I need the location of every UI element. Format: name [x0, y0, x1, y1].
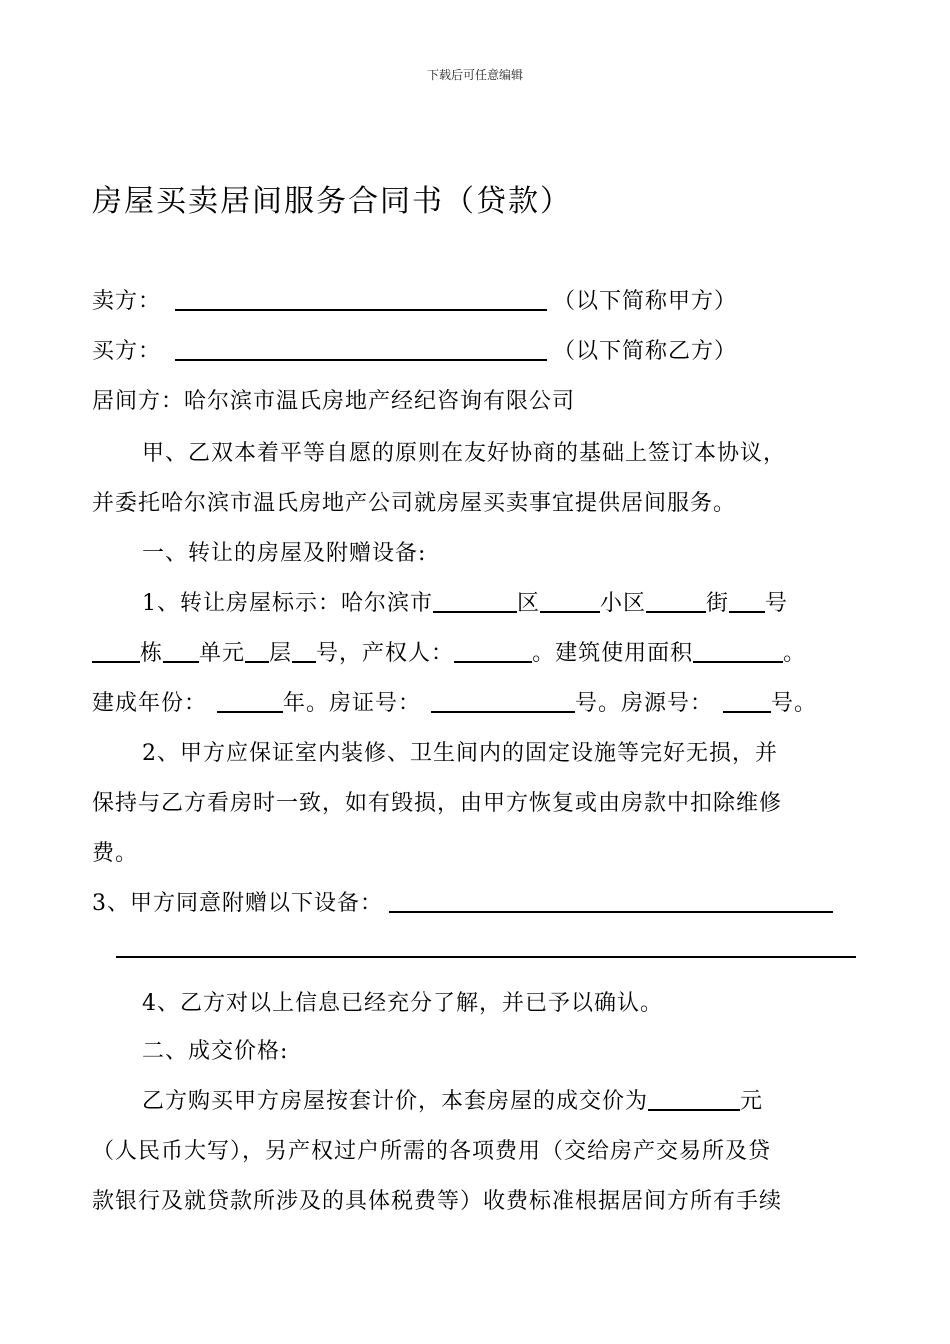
item3-label: 3、甲方同意附赠以下设备： — [92, 891, 383, 916]
item2-line-3: 费。 — [92, 841, 139, 866]
certificate-blank[interactable] — [431, 688, 575, 713]
owner-blank[interactable] — [454, 638, 532, 663]
buyer-blank[interactable] — [175, 336, 547, 361]
room-blank[interactable] — [292, 638, 316, 663]
seller-line — [92, 284, 737, 315]
area-blank[interactable] — [693, 638, 783, 663]
price-blank[interactable] — [648, 1086, 740, 1111]
unit-label: 单元 — [199, 641, 246, 666]
area-label: 。建筑使用面积 — [532, 641, 694, 666]
price-text: 乙方购买甲方房屋按套计价，本套房屋的成交价为 — [142, 1089, 649, 1114]
intro-line-1: 甲、乙双本着平等自愿的原则在友好协商的基础上签订本协议， — [142, 441, 787, 466]
seller-label: 卖方： — [92, 289, 162, 314]
price-line-1 — [142, 1084, 763, 1115]
listing-blank[interactable] — [723, 688, 771, 713]
document-title: 房屋买卖居间服务合同书（贷款） — [92, 184, 572, 219]
header-note: 下载后可任意编辑 — [426, 68, 523, 82]
building-blank[interactable] — [92, 638, 140, 663]
property-line-2 — [92, 636, 806, 667]
build-year-blank[interactable] — [217, 688, 283, 713]
property-line-1 — [142, 586, 788, 617]
listing-label: 号。房源号： — [575, 691, 714, 716]
item2-line-1: 2、甲方应保证室内装修、卫生间内的固定设施等完好无损，并 — [142, 741, 778, 766]
community-label: 小区 — [600, 591, 647, 616]
certificate-label: 年。房证号： — [283, 691, 422, 716]
seller-suffix: （以下简称甲方） — [553, 289, 738, 314]
unit-blank[interactable] — [163, 638, 199, 663]
agent-line: 居间方：哈尔滨市温氏房地产经纪咨询有限公司 — [92, 389, 576, 414]
price-unit: 元 — [740, 1089, 764, 1114]
street-number-blank[interactable] — [729, 588, 765, 613]
section2-heading: 二、成交价格: — [142, 1039, 289, 1064]
street-label: 街 — [706, 591, 730, 616]
buyer-line — [92, 334, 737, 365]
street-blank[interactable] — [646, 588, 706, 613]
community-blank[interactable] — [540, 588, 600, 613]
section1-heading: 一、转让的房屋及附赠设备: — [142, 541, 427, 566]
item2-line-2: 保持与乙方看房时一致，如有毁损，由甲方恢复或由房款中扣除维修 — [92, 791, 783, 816]
listing-end: 号。 — [771, 691, 818, 716]
owner-label: 号，产权人： — [316, 641, 455, 666]
buyer-suffix: （以下简称乙方） — [553, 339, 738, 364]
seller-blank[interactable] — [175, 286, 547, 311]
number-label: 号 — [765, 591, 789, 616]
price-line-2: （人民币大写），另产权过户所需的各项费用（交给房产交易所及贷 — [92, 1139, 772, 1164]
floor-label: 层 — [269, 641, 293, 666]
area-end: 。 — [783, 641, 807, 666]
property-line-3 — [92, 686, 817, 717]
item4-line: 4、乙方对以上信息已经充分了解，并已予以确认。 — [142, 991, 663, 1016]
property-city-text: 1、转让房屋标示：哈尔滨市 — [142, 591, 433, 616]
gift-equipment-blank[interactable] — [389, 888, 833, 913]
gift-equipment-blank-2[interactable] — [116, 956, 856, 958]
floor-blank[interactable] — [245, 638, 269, 663]
build-year-label: 建成年份： — [92, 691, 208, 716]
district-label: 区 — [517, 591, 541, 616]
district-blank[interactable] — [433, 588, 517, 613]
intro-line-2: 并委托哈尔滨市温氏房地产公司就房屋买卖事宜提供居间服务。 — [92, 491, 737, 516]
building-label: 栋 — [140, 641, 164, 666]
price-line-3: 款银行及就贷款所涉及的具体税费等）收费标准根据居间方所有手续 — [92, 1189, 783, 1214]
buyer-label: 买方： — [92, 339, 162, 364]
item3-line — [92, 886, 833, 917]
